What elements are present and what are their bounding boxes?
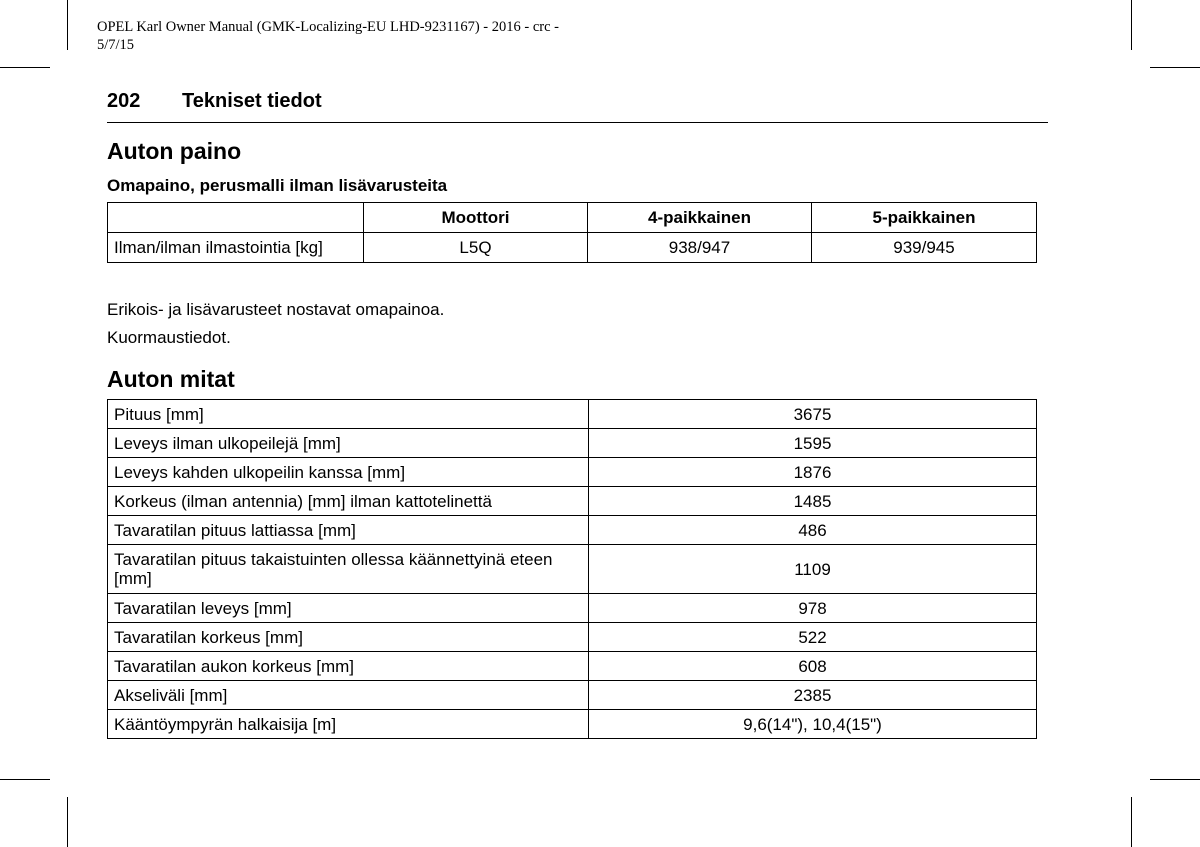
crop-mark: [67, 0, 68, 50]
dimension-value: 1485: [589, 487, 1037, 516]
dimension-label: Kääntöympyrän halkaisija [m]: [108, 710, 589, 739]
weight-row-label: Ilman/ilman ilmastointia [kg]: [108, 233, 364, 263]
dimension-value: 1109: [589, 545, 1037, 594]
dimension-label: Akseliväli [mm]: [108, 681, 589, 710]
crop-mark: [1150, 779, 1200, 780]
weight-5-seat-value: 939/945: [812, 233, 1037, 263]
running-head: [107, 90, 322, 113]
dimension-label: Leveys ilman ulkopeilejä [mm]: [108, 429, 589, 458]
weight-4-seat-value: 938/947: [588, 233, 812, 263]
weight-table: [107, 202, 1037, 263]
dimension-value: 486: [589, 516, 1037, 545]
section-title: Tekniset tiedot: [182, 90, 322, 112]
dimension-label: Tavaratilan pituus takaistuinten ollessa käännettyinä eteen [mm]: [108, 545, 589, 594]
dimension-value: 1595: [589, 429, 1037, 458]
crop-mark: [1150, 67, 1200, 68]
print-header-line-2: 5/7/15: [97, 37, 135, 53]
table-row: [108, 458, 1037, 487]
dimension-value: 978: [589, 594, 1037, 623]
table-row: [108, 429, 1037, 458]
crop-mark: [1131, 797, 1132, 847]
dimension-label: Tavaratilan aukon korkeus [mm]: [108, 652, 589, 681]
dimension-label: Tavaratilan korkeus [mm]: [108, 623, 589, 652]
dimensions-heading: Auton mitat: [107, 366, 235, 392]
dimension-label: Korkeus (ilman antennia) [mm] ilman kattotelinettä: [108, 487, 589, 516]
header-rule: [107, 122, 1048, 123]
print-header-line-1: OPEL Karl Owner Manual (GMK-Localizing-EU LHD-9231167) - 2016 - crc -: [97, 19, 559, 35]
table-row: [108, 623, 1037, 652]
crop-mark: [0, 67, 50, 68]
weight-table-header-row: [108, 203, 1037, 233]
weight-note-1: Erikois- ja lisävarusteet nostavat omapainoa.: [107, 300, 445, 319]
table-row: [108, 652, 1037, 681]
weight-header-engine: Moottori: [364, 203, 588, 233]
dimension-label: Pituus [mm]: [108, 400, 589, 429]
crop-mark: [1131, 0, 1132, 50]
dimension-label: Leveys kahden ulkopeilin kanssa [mm]: [108, 458, 589, 487]
print-header: [97, 18, 637, 54]
dimension-value: 3675: [589, 400, 1037, 429]
dimension-value: 9,6(14"), 10,4(15"): [589, 710, 1037, 739]
table-row: [108, 487, 1037, 516]
dimension-label: Tavaratilan leveys [mm]: [108, 594, 589, 623]
weight-header-blank: [108, 203, 364, 233]
table-row: [108, 681, 1037, 710]
dimension-label: Tavaratilan pituus lattiassa [mm]: [108, 516, 589, 545]
table-row: [108, 233, 1037, 263]
dimension-value: 1876: [589, 458, 1037, 487]
page-number: 202: [107, 90, 141, 112]
table-row: [108, 516, 1037, 545]
weight-heading: Auton paino: [107, 138, 242, 164]
dimension-value: 522: [589, 623, 1037, 652]
weight-header-4-seat: 4-paikkainen: [588, 203, 812, 233]
weight-engine-value: L5Q: [364, 233, 588, 263]
crop-mark: [67, 797, 68, 847]
dimension-value: 2385: [589, 681, 1037, 710]
crop-mark: [0, 779, 50, 780]
dimension-value: 608: [589, 652, 1037, 681]
table-row: [108, 400, 1037, 429]
table-row: [108, 545, 1037, 594]
weight-header-5-seat: 5-paikkainen: [812, 203, 1037, 233]
weight-subheading: Omapaino, perusmalli ilman lisävarusteita: [107, 176, 448, 195]
table-row: [108, 594, 1037, 623]
weight-note-2: Kuormaustiedot.: [107, 328, 231, 347]
dimensions-table: [107, 399, 1037, 739]
table-row: [108, 710, 1037, 739]
